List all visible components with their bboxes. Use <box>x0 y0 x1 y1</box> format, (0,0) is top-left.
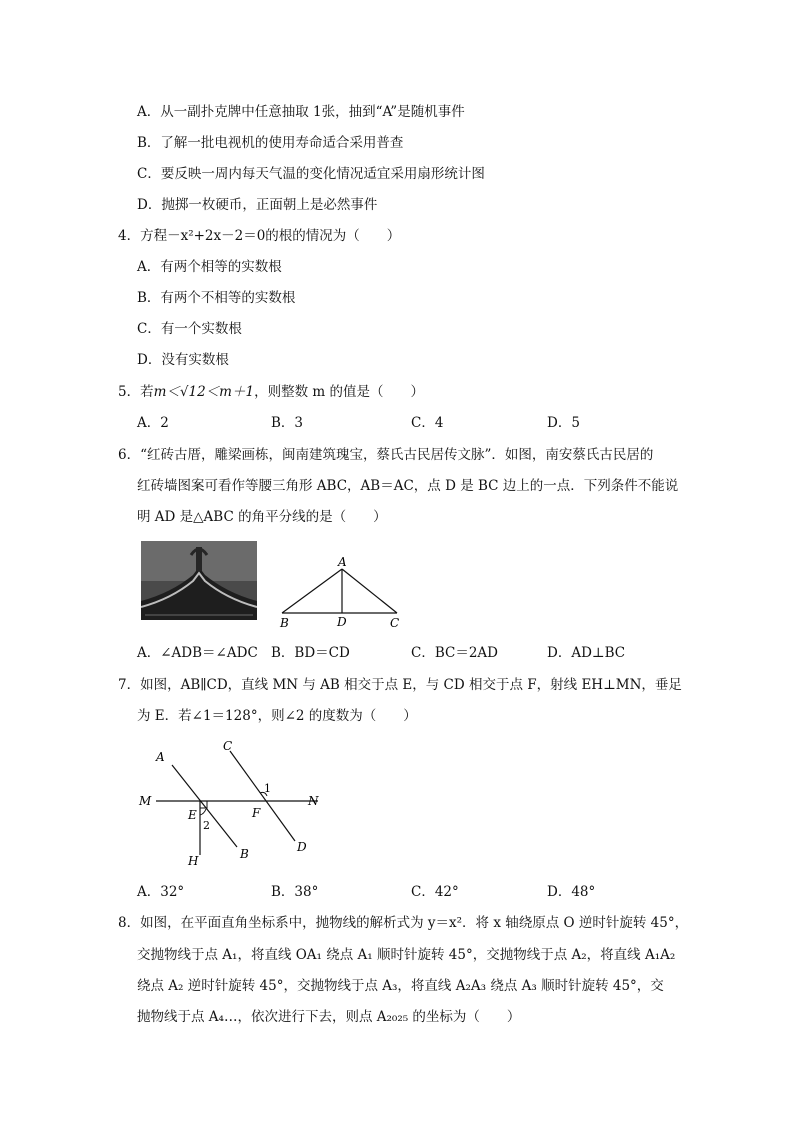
label-angle1: 1 <box>264 782 271 795</box>
q4-option-a: A．有两个相等的实数根 <box>137 259 282 275</box>
q3-option-a: A．从一副扑克牌中任意抽取 1张，抽到“A”是随机事件 <box>137 104 465 120</box>
line-cd <box>230 751 295 841</box>
label-c: C <box>223 739 233 753</box>
label-e: E <box>188 808 197 822</box>
label-n: N <box>308 794 319 808</box>
label-b: B <box>240 847 249 861</box>
q6-stem-line3: 明 AD 是△ABC 的角平分线的是（ ） <box>137 509 387 525</box>
q5-stem-suffix: ，则整数 m 的值是（ ） <box>254 384 424 400</box>
line-ab <box>172 765 237 847</box>
label-f: F <box>252 806 261 820</box>
label-a: A <box>156 750 165 764</box>
q6-option-c: C．BC＝2AD <box>411 645 498 661</box>
label-angle2: 2 <box>203 819 210 832</box>
segment-ac <box>342 569 397 613</box>
q7-stem-line1: 7．如图，AB∥CD，直线 MN 与 AB 相交于点 E，与 CD 相交于点 F，射线 EH⊥MN，垂足 <box>118 677 682 693</box>
q6-option-d: D．AD⊥BC <box>547 645 626 661</box>
q5-option-c: C．4 <box>411 415 444 431</box>
q5-stem-math: m＜√12＜m＋1 <box>153 384 255 400</box>
q4-stem: 4．方程－x²+2x－2＝0的根的情况为（ ） <box>118 228 401 244</box>
q6-triangle-figure <box>270 553 410 633</box>
q3-option-c: C．要反映一周内每天气温的变化情况适宜采用扇形统计图 <box>137 166 485 182</box>
q7-parallel-lines-figure <box>134 735 334 870</box>
angle2-arc <box>200 809 206 815</box>
q8-stem-line3: 绕点 A₂ 逆时针旋转 45°，交抛物线于点 A₃，将直线 A₂A₃ 绕点 A₃ 顺时针旋转 45°，交 <box>137 978 664 994</box>
q4-option-c: C．有一个实数根 <box>137 321 242 337</box>
q6-option-a: A．∠ADB＝∠ADC <box>137 645 258 661</box>
roof-illustration <box>141 541 257 620</box>
q7-option-a: A．32° <box>137 884 185 900</box>
red-brick-roof-photo <box>141 541 257 620</box>
q5-stem-prefix: 5．若 <box>118 384 154 400</box>
q3-option-b: B．了解一批电视机的使用寿命适合采用普查 <box>137 135 404 151</box>
label-m: M <box>139 794 152 808</box>
q3-option-d: D．抛掷一枚硬币，正面朝上是必然事件 <box>137 197 378 213</box>
q8-stem-line2: 交抛物线于点 A₁，将直线 OA₁ 绕点 A₁ 顺时针旋转 45°，交抛物线于点 A₂，将直线 A₁A₂ <box>137 947 676 963</box>
segment-ab <box>282 569 342 613</box>
q6-option-b: B．BD＝CD <box>271 645 350 661</box>
q8-stem-line4: 抛物线于点 A₄…，依次进行下去，则点 A₂₀₂₅ 的坐标为（ ） <box>137 1009 521 1025</box>
label-d: D <box>337 615 347 629</box>
q5-stem <box>118 383 424 401</box>
label-a: A <box>338 555 347 569</box>
label-h: H <box>188 854 199 868</box>
label-c: C <box>390 616 400 630</box>
q6-stem-line2: 红砖墙图案可看作等腰三角形 ABC，AB＝AC，点 D 是 BC 边上的一点．下列条件不能说 <box>137 478 679 494</box>
q5-option-d: D．5 <box>547 415 580 431</box>
q8-stem-line1: 8．如图，在平面直角坐标系中，抛物线的解析式为 y＝x²．将 x 轴绕原点 O 逆时针旋转 45°， <box>118 915 689 931</box>
q4-option-d: D．没有实数根 <box>137 352 229 368</box>
q7-option-d: D．48° <box>547 884 596 900</box>
q7-option-c: C．42° <box>411 884 459 900</box>
q5-option-b: B．3 <box>271 415 304 431</box>
q7-option-b: B．38° <box>271 884 319 900</box>
q4-option-b: B．有两个不相等的实数根 <box>137 290 296 306</box>
q5-option-a: A．2 <box>137 415 169 431</box>
q7-stem-line2: 为 E．若∠1＝128°，则∠2 的度数为（ ） <box>137 708 417 724</box>
label-d: D <box>297 840 307 854</box>
label-b: B <box>280 616 289 630</box>
q6-stem-line1: 6．“红砖古厝，雕梁画栋，闽南建筑瑰宝，蔡氏古民居传文脉”．如图，南安蔡氏古民居的 <box>118 447 654 463</box>
